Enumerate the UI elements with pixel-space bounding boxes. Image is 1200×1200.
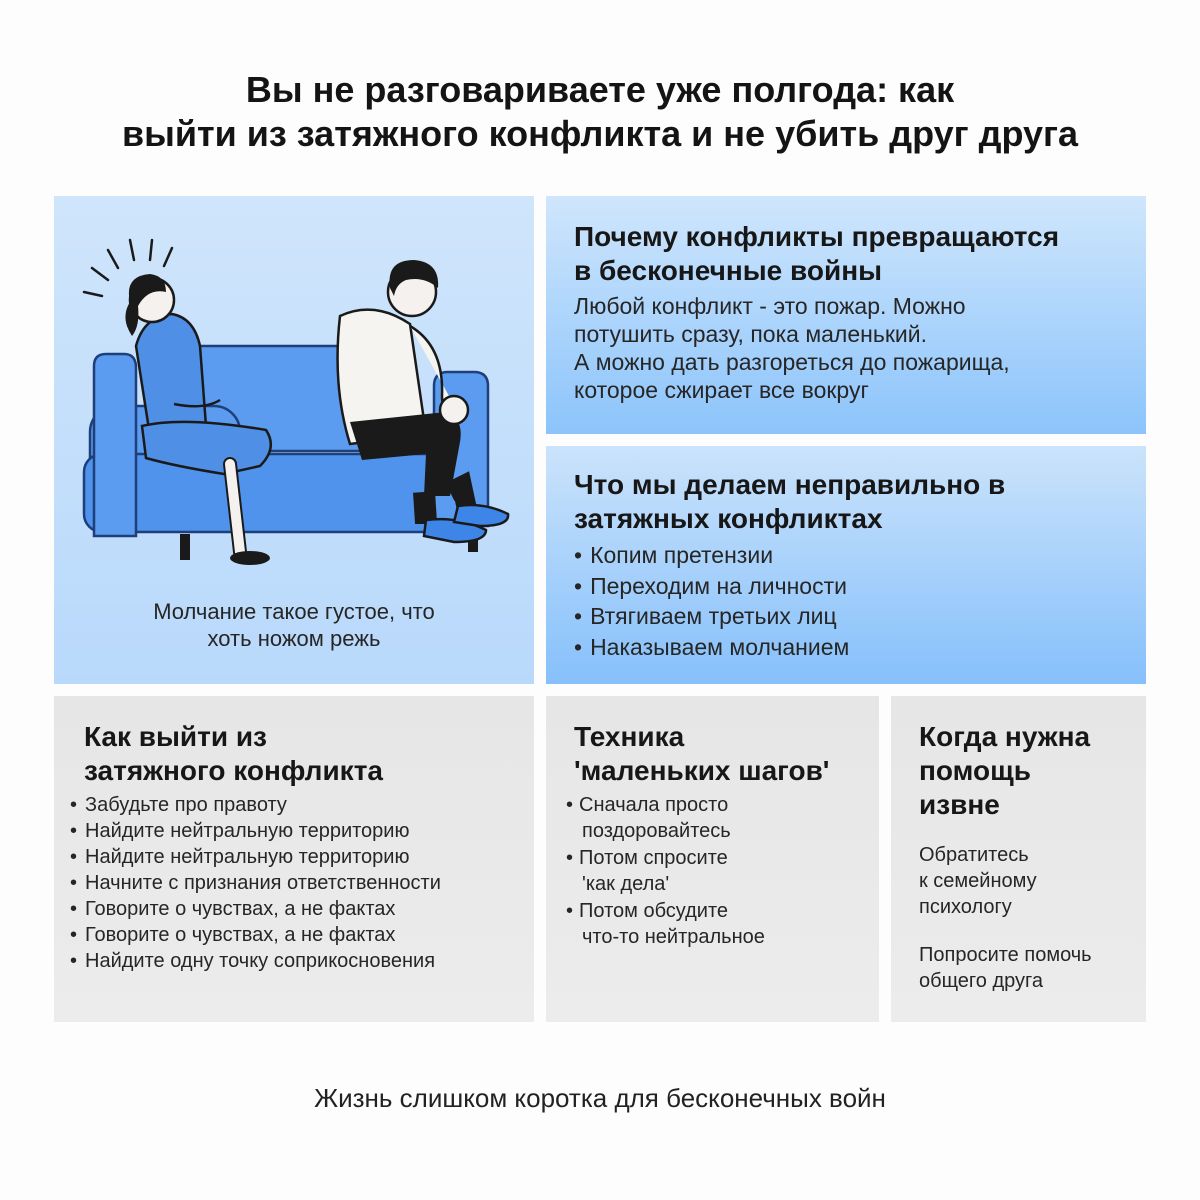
list-item: • Забудьте про правоту bbox=[70, 792, 441, 818]
list-item: • Копим претензии bbox=[574, 540, 849, 571]
help-heading bbox=[919, 720, 1090, 822]
why-heading-line-2: в бесконечные войны bbox=[574, 255, 883, 286]
list-item: • Говорите о чувствах, а не фактах bbox=[70, 896, 441, 922]
step-line-2: поздоровайтесь bbox=[582, 820, 731, 842]
exit-heading-line-1: Как выйти из bbox=[84, 721, 267, 752]
help-heading-line-2: помощь bbox=[919, 755, 1031, 786]
why-text-line: Любой конфликт - это пожар. Можно bbox=[574, 293, 966, 319]
step-line-1: Потом спросите bbox=[579, 847, 728, 869]
steps-heading bbox=[574, 720, 829, 788]
help-heading-line-1: Когда нужна bbox=[919, 721, 1091, 752]
wrong-card bbox=[546, 446, 1146, 684]
page-title bbox=[0, 68, 1200, 156]
caption-line-2: хоть ножом режь bbox=[207, 626, 381, 651]
steps-card bbox=[546, 696, 879, 1022]
steps-heading-line-2: 'маленьких шагов' bbox=[574, 755, 830, 786]
help-text-friend bbox=[919, 942, 1092, 994]
exit-heading-line-2: затяжного конфликта bbox=[84, 755, 383, 786]
bullet: • bbox=[566, 900, 574, 922]
bullet: • bbox=[566, 847, 574, 869]
why-text bbox=[574, 292, 1010, 404]
help-text-line: общего друга bbox=[919, 970, 1044, 992]
help-text-line: к семейному bbox=[919, 870, 1037, 892]
help-text-line: психологу bbox=[919, 896, 1012, 918]
step-line-2: 'как дела' bbox=[582, 873, 670, 895]
list-item: • Переходим на личности bbox=[574, 571, 849, 602]
list-item bbox=[566, 845, 765, 897]
steps-heading-line-1: Техника bbox=[574, 721, 685, 752]
title-line-2: выйти из затяжного конфликта и не убить друг друга bbox=[121, 113, 1079, 154]
list-item: • Найдите нейтральную территорию bbox=[70, 818, 441, 844]
wrong-heading-line-2: затяжных конфликтах bbox=[574, 503, 883, 534]
bullet: • bbox=[566, 794, 574, 816]
help-card bbox=[891, 696, 1146, 1022]
why-text-line: которое сжирает все вокруг bbox=[574, 377, 869, 403]
wrong-heading bbox=[574, 468, 1005, 536]
exit-card bbox=[54, 696, 534, 1022]
wrong-heading-line-1: Что мы делаем неправильно в bbox=[574, 469, 1006, 500]
title-line-1: Вы не разговариваете уже полгода: как bbox=[245, 69, 955, 110]
steps-list bbox=[566, 792, 765, 951]
step-line-1: Сначала просто bbox=[579, 794, 729, 816]
wrong-list bbox=[574, 540, 849, 662]
list-item bbox=[566, 898, 765, 950]
step-line-2: что-то нейтральное bbox=[582, 926, 765, 948]
why-card bbox=[546, 196, 1146, 434]
help-text-line: Обратитесь bbox=[919, 844, 1029, 866]
exit-list bbox=[70, 792, 441, 974]
illustration-card bbox=[54, 196, 534, 684]
help-heading-line-3: извне bbox=[919, 789, 1000, 820]
exit-heading bbox=[84, 720, 383, 788]
sofa-illustration bbox=[54, 196, 534, 596]
illustration-caption bbox=[54, 598, 534, 652]
list-item: • Втягиваем третьих лиц bbox=[574, 601, 849, 632]
list-item: • Найдите одну точку соприкосновения bbox=[70, 948, 441, 974]
caption-line-1: Молчание такое густое, что bbox=[153, 599, 435, 624]
help-text-line: Попросите помочь bbox=[919, 944, 1092, 966]
footer-text: Жизнь слишком коротка для бесконечных войн bbox=[314, 1083, 886, 1113]
help-text-psychologist bbox=[919, 842, 1037, 920]
why-heading-line-1: Почему конфликты превращаются bbox=[574, 221, 1060, 252]
why-text-line: потушить сразу, пока маленький. bbox=[574, 321, 927, 347]
why-heading bbox=[574, 220, 1059, 288]
list-item: • Говорите о чувствах, а не фактах bbox=[70, 922, 441, 948]
step-line-1: Потом обсудите bbox=[579, 900, 729, 922]
list-item: • Найдите нейтральную территорию bbox=[70, 844, 441, 870]
list-item bbox=[566, 792, 765, 844]
list-item: • Наказываем молчанием bbox=[574, 632, 849, 663]
list-item: • Начните с признания ответственности bbox=[70, 870, 441, 896]
why-text-line: А можно дать разгореться до пожарища, bbox=[574, 349, 1010, 375]
